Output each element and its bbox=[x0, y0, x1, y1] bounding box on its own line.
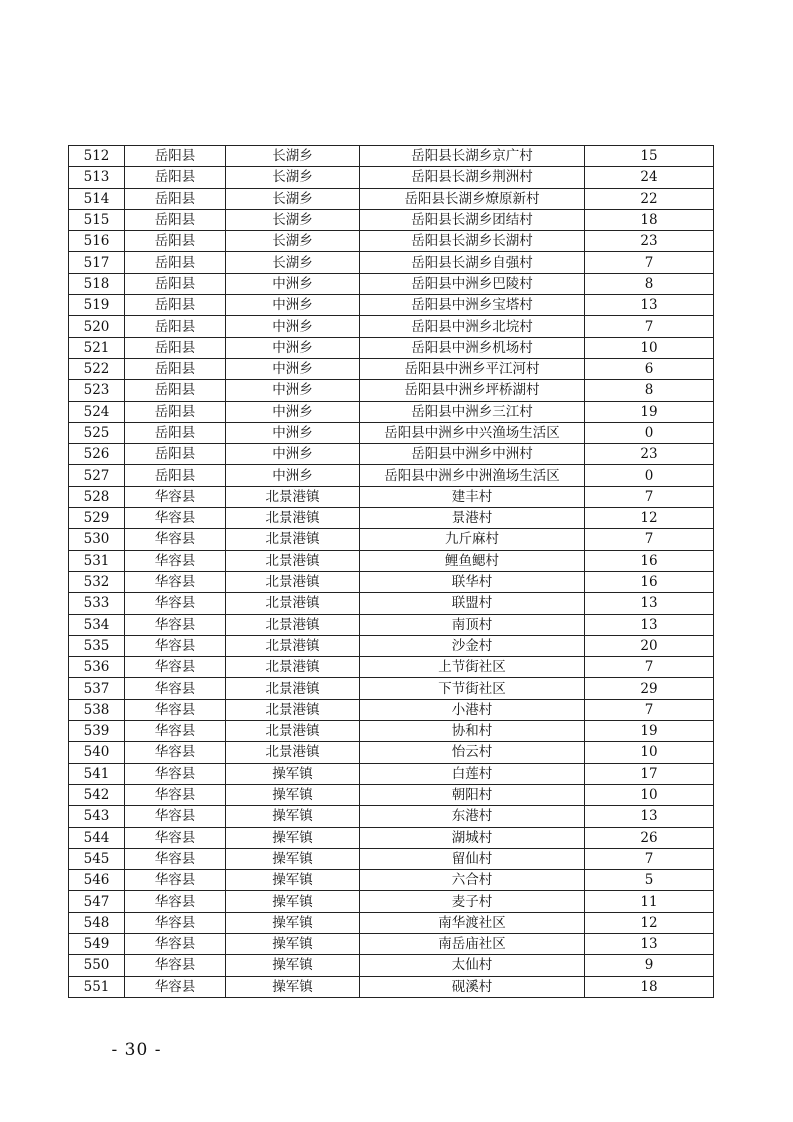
cell-village: 岳阳县中洲乡坪桥湖村 bbox=[360, 380, 585, 401]
table-row bbox=[69, 976, 714, 997]
cell-county: 华容县 bbox=[125, 678, 226, 699]
cell-township: 操军镇 bbox=[226, 848, 360, 869]
cell-count: 7 bbox=[585, 486, 714, 507]
cell-township: 长湖乡 bbox=[226, 188, 360, 209]
cell-count: 10 bbox=[585, 337, 714, 358]
cell-village: 南顶村 bbox=[360, 614, 585, 635]
table-row bbox=[69, 742, 714, 763]
cell-village: 景港村 bbox=[360, 508, 585, 529]
table-row bbox=[69, 593, 714, 614]
cell-count: 7 bbox=[585, 252, 714, 273]
cell-serial-number: 551 bbox=[69, 976, 125, 997]
table-row bbox=[69, 550, 714, 571]
cell-village: 南华渡社区 bbox=[360, 912, 585, 933]
cell-village: 协和村 bbox=[360, 721, 585, 742]
cell-county: 岳阳县 bbox=[125, 209, 226, 230]
cell-township: 长湖乡 bbox=[226, 167, 360, 188]
cell-serial-number: 550 bbox=[69, 955, 125, 976]
cell-county: 华容县 bbox=[125, 529, 226, 550]
cell-county: 华容县 bbox=[125, 742, 226, 763]
cell-village: 岳阳县中洲乡中洲渔场生活区 bbox=[360, 465, 585, 486]
cell-serial-number: 534 bbox=[69, 614, 125, 635]
table-row bbox=[69, 295, 714, 316]
table-row bbox=[69, 465, 714, 486]
cell-township: 北景港镇 bbox=[226, 742, 360, 763]
cell-village: 小港村 bbox=[360, 699, 585, 720]
cell-count: 20 bbox=[585, 635, 714, 656]
cell-serial-number: 538 bbox=[69, 699, 125, 720]
table-body bbox=[69, 146, 714, 998]
cell-county: 华容县 bbox=[125, 486, 226, 507]
cell-village: 砚溪村 bbox=[360, 976, 585, 997]
cell-township: 北景港镇 bbox=[226, 486, 360, 507]
table-row bbox=[69, 209, 714, 230]
cell-village: 怡云村 bbox=[360, 742, 585, 763]
cell-county: 华容县 bbox=[125, 784, 226, 805]
cell-county: 华容县 bbox=[125, 721, 226, 742]
cell-count: 26 bbox=[585, 827, 714, 848]
cell-serial-number: 522 bbox=[69, 358, 125, 379]
cell-serial-number: 547 bbox=[69, 891, 125, 912]
cell-village: 下节街社区 bbox=[360, 678, 585, 699]
cell-village: 留仙村 bbox=[360, 848, 585, 869]
cell-count: 12 bbox=[585, 508, 714, 529]
cell-township: 中洲乡 bbox=[226, 465, 360, 486]
cell-county: 岳阳县 bbox=[125, 337, 226, 358]
cell-county: 华容县 bbox=[125, 955, 226, 976]
cell-count: 12 bbox=[585, 912, 714, 933]
cell-serial-number: 514 bbox=[69, 188, 125, 209]
cell-village: 朝阳村 bbox=[360, 784, 585, 805]
cell-township: 中洲乡 bbox=[226, 316, 360, 337]
cell-serial-number: 521 bbox=[69, 337, 125, 358]
cell-village: 岳阳县中洲乡三江村 bbox=[360, 401, 585, 422]
cell-township: 长湖乡 bbox=[226, 146, 360, 167]
cell-township: 操军镇 bbox=[226, 955, 360, 976]
table-row bbox=[69, 316, 714, 337]
cell-county: 华容县 bbox=[125, 891, 226, 912]
table-row bbox=[69, 508, 714, 529]
cell-serial-number: 546 bbox=[69, 870, 125, 891]
cell-township: 长湖乡 bbox=[226, 252, 360, 273]
cell-county: 华容县 bbox=[125, 657, 226, 678]
table-row bbox=[69, 188, 714, 209]
cell-count: 7 bbox=[585, 848, 714, 869]
table-row bbox=[69, 167, 714, 188]
cell-county: 华容县 bbox=[125, 806, 226, 827]
village-table bbox=[68, 145, 714, 998]
cell-township: 北景港镇 bbox=[226, 529, 360, 550]
cell-count: 19 bbox=[585, 721, 714, 742]
cell-serial-number: 520 bbox=[69, 316, 125, 337]
cell-county: 华容县 bbox=[125, 508, 226, 529]
cell-county: 岳阳县 bbox=[125, 444, 226, 465]
cell-county: 岳阳县 bbox=[125, 231, 226, 252]
cell-township: 北景港镇 bbox=[226, 635, 360, 656]
cell-county: 华容县 bbox=[125, 912, 226, 933]
cell-township: 中洲乡 bbox=[226, 358, 360, 379]
cell-county: 岳阳县 bbox=[125, 295, 226, 316]
cell-village: 沙金村 bbox=[360, 635, 585, 656]
cell-village: 岳阳县长湖乡团结村 bbox=[360, 209, 585, 230]
table-row bbox=[69, 912, 714, 933]
table-row bbox=[69, 955, 714, 976]
cell-count: 0 bbox=[585, 465, 714, 486]
cell-serial-number: 517 bbox=[69, 252, 125, 273]
cell-count: 18 bbox=[585, 209, 714, 230]
table-row bbox=[69, 529, 714, 550]
cell-serial-number: 544 bbox=[69, 827, 125, 848]
cell-serial-number: 526 bbox=[69, 444, 125, 465]
cell-count: 13 bbox=[585, 295, 714, 316]
cell-serial-number: 539 bbox=[69, 721, 125, 742]
cell-county: 华容县 bbox=[125, 571, 226, 592]
table-row bbox=[69, 444, 714, 465]
cell-county: 华容县 bbox=[125, 699, 226, 720]
cell-serial-number: 541 bbox=[69, 763, 125, 784]
cell-village: 麦子村 bbox=[360, 891, 585, 912]
cell-village: 九斤麻村 bbox=[360, 529, 585, 550]
table-row bbox=[69, 763, 714, 784]
cell-serial-number: 523 bbox=[69, 380, 125, 401]
table-row bbox=[69, 891, 714, 912]
cell-township: 中洲乡 bbox=[226, 380, 360, 401]
cell-county: 华容县 bbox=[125, 593, 226, 614]
cell-serial-number: 513 bbox=[69, 167, 125, 188]
cell-village: 南岳庙社区 bbox=[360, 933, 585, 954]
cell-serial-number: 543 bbox=[69, 806, 125, 827]
cell-count: 7 bbox=[585, 699, 714, 720]
table-row bbox=[69, 273, 714, 294]
cell-count: 23 bbox=[585, 231, 714, 252]
table-row bbox=[69, 486, 714, 507]
cell-serial-number: 535 bbox=[69, 635, 125, 656]
cell-count: 13 bbox=[585, 933, 714, 954]
cell-count: 6 bbox=[585, 358, 714, 379]
cell-serial-number: 540 bbox=[69, 742, 125, 763]
cell-township: 操军镇 bbox=[226, 784, 360, 805]
cell-county: 华容县 bbox=[125, 870, 226, 891]
cell-count: 8 bbox=[585, 380, 714, 401]
table-row bbox=[69, 870, 714, 891]
cell-village: 岳阳县中洲乡宝塔村 bbox=[360, 295, 585, 316]
cell-village: 岳阳县长湖乡京广村 bbox=[360, 146, 585, 167]
table-row bbox=[69, 933, 714, 954]
cell-count: 19 bbox=[585, 401, 714, 422]
table-row bbox=[69, 784, 714, 805]
cell-township: 操军镇 bbox=[226, 976, 360, 997]
cell-serial-number: 524 bbox=[69, 401, 125, 422]
cell-county: 岳阳县 bbox=[125, 167, 226, 188]
cell-count: 0 bbox=[585, 422, 714, 443]
cell-count: 10 bbox=[585, 742, 714, 763]
cell-village: 岳阳县中洲乡巴陵村 bbox=[360, 273, 585, 294]
table-row bbox=[69, 657, 714, 678]
cell-county: 华容县 bbox=[125, 763, 226, 784]
cell-village: 岳阳县长湖乡长湖村 bbox=[360, 231, 585, 252]
cell-village: 岳阳县中洲乡中洲村 bbox=[360, 444, 585, 465]
cell-serial-number: 545 bbox=[69, 848, 125, 869]
cell-village: 岳阳县中洲乡北垸村 bbox=[360, 316, 585, 337]
cell-county: 华容县 bbox=[125, 550, 226, 571]
cell-township: 中洲乡 bbox=[226, 273, 360, 294]
cell-township: 中洲乡 bbox=[226, 337, 360, 358]
cell-count: 17 bbox=[585, 763, 714, 784]
cell-township: 北景港镇 bbox=[226, 657, 360, 678]
table-row bbox=[69, 231, 714, 252]
cell-county: 岳阳县 bbox=[125, 422, 226, 443]
cell-village: 岳阳县中洲乡机场村 bbox=[360, 337, 585, 358]
cell-township: 操军镇 bbox=[226, 933, 360, 954]
table-row bbox=[69, 401, 714, 422]
cell-village: 岳阳县长湖乡荆洲村 bbox=[360, 167, 585, 188]
cell-count: 16 bbox=[585, 550, 714, 571]
table-row bbox=[69, 252, 714, 273]
cell-count: 13 bbox=[585, 806, 714, 827]
cell-serial-number: 525 bbox=[69, 422, 125, 443]
cell-county: 华容县 bbox=[125, 976, 226, 997]
table-row bbox=[69, 614, 714, 635]
cell-count: 13 bbox=[585, 614, 714, 635]
cell-count: 10 bbox=[585, 784, 714, 805]
cell-township: 操军镇 bbox=[226, 827, 360, 848]
page-number: - 30 - bbox=[111, 1040, 162, 1060]
cell-serial-number: 532 bbox=[69, 571, 125, 592]
cell-county: 岳阳县 bbox=[125, 316, 226, 337]
table-row bbox=[69, 380, 714, 401]
cell-village: 鲤鱼鳃村 bbox=[360, 550, 585, 571]
cell-serial-number: 549 bbox=[69, 933, 125, 954]
cell-township: 中洲乡 bbox=[226, 444, 360, 465]
cell-count: 7 bbox=[585, 316, 714, 337]
cell-county: 华容县 bbox=[125, 933, 226, 954]
cell-county: 岳阳县 bbox=[125, 358, 226, 379]
cell-serial-number: 537 bbox=[69, 678, 125, 699]
cell-county: 岳阳县 bbox=[125, 146, 226, 167]
cell-township: 北景港镇 bbox=[226, 699, 360, 720]
cell-serial-number: 527 bbox=[69, 465, 125, 486]
cell-township: 操军镇 bbox=[226, 870, 360, 891]
cell-township: 北景港镇 bbox=[226, 678, 360, 699]
cell-county: 华容县 bbox=[125, 848, 226, 869]
table-row bbox=[69, 422, 714, 443]
cell-serial-number: 548 bbox=[69, 912, 125, 933]
cell-village: 建丰村 bbox=[360, 486, 585, 507]
cell-count: 16 bbox=[585, 571, 714, 592]
cell-village: 岳阳县长湖乡燎原新村 bbox=[360, 188, 585, 209]
cell-village: 湖城村 bbox=[360, 827, 585, 848]
table-row bbox=[69, 635, 714, 656]
cell-township: 北景港镇 bbox=[226, 593, 360, 614]
table-row bbox=[69, 827, 714, 848]
table-row bbox=[69, 699, 714, 720]
cell-count: 13 bbox=[585, 593, 714, 614]
cell-count: 9 bbox=[585, 955, 714, 976]
cell-county: 华容县 bbox=[125, 635, 226, 656]
cell-count: 11 bbox=[585, 891, 714, 912]
cell-count: 23 bbox=[585, 444, 714, 465]
cell-township: 操军镇 bbox=[226, 891, 360, 912]
cell-township: 北景港镇 bbox=[226, 571, 360, 592]
cell-count: 22 bbox=[585, 188, 714, 209]
cell-village: 太仙村 bbox=[360, 955, 585, 976]
cell-township: 北景港镇 bbox=[226, 614, 360, 635]
cell-county: 岳阳县 bbox=[125, 188, 226, 209]
table-row bbox=[69, 806, 714, 827]
cell-township: 操军镇 bbox=[226, 763, 360, 784]
cell-serial-number: 512 bbox=[69, 146, 125, 167]
cell-county: 岳阳县 bbox=[125, 252, 226, 273]
table-row bbox=[69, 721, 714, 742]
cell-township: 北景港镇 bbox=[226, 508, 360, 529]
cell-count: 8 bbox=[585, 273, 714, 294]
cell-township: 北景港镇 bbox=[226, 721, 360, 742]
cell-village: 六合村 bbox=[360, 870, 585, 891]
cell-township: 操军镇 bbox=[226, 806, 360, 827]
cell-village: 岳阳县中洲乡平江河村 bbox=[360, 358, 585, 379]
cell-township: 中洲乡 bbox=[226, 422, 360, 443]
table-row bbox=[69, 146, 714, 167]
cell-serial-number: 530 bbox=[69, 529, 125, 550]
cell-serial-number: 528 bbox=[69, 486, 125, 507]
table-row bbox=[69, 678, 714, 699]
cell-count: 18 bbox=[585, 976, 714, 997]
cell-village: 上节街社区 bbox=[360, 657, 585, 678]
cell-county: 岳阳县 bbox=[125, 401, 226, 422]
cell-township: 长湖乡 bbox=[226, 231, 360, 252]
cell-village: 岳阳县长湖乡自强村 bbox=[360, 252, 585, 273]
table-row bbox=[69, 337, 714, 358]
cell-township: 北景港镇 bbox=[226, 550, 360, 571]
table-row bbox=[69, 848, 714, 869]
cell-count: 5 bbox=[585, 870, 714, 891]
cell-county: 岳阳县 bbox=[125, 380, 226, 401]
cell-village: 联华村 bbox=[360, 571, 585, 592]
table-row bbox=[69, 358, 714, 379]
cell-serial-number: 515 bbox=[69, 209, 125, 230]
cell-village: 联盟村 bbox=[360, 593, 585, 614]
cell-county: 岳阳县 bbox=[125, 465, 226, 486]
cell-county: 华容县 bbox=[125, 614, 226, 635]
cell-serial-number: 518 bbox=[69, 273, 125, 294]
cell-serial-number: 531 bbox=[69, 550, 125, 571]
cell-village: 白莲村 bbox=[360, 763, 585, 784]
cell-count: 29 bbox=[585, 678, 714, 699]
cell-township: 操军镇 bbox=[226, 912, 360, 933]
cell-village: 岳阳县中洲乡中兴渔场生活区 bbox=[360, 422, 585, 443]
cell-serial-number: 516 bbox=[69, 231, 125, 252]
cell-county: 岳阳县 bbox=[125, 273, 226, 294]
cell-count: 24 bbox=[585, 167, 714, 188]
cell-serial-number: 542 bbox=[69, 784, 125, 805]
cell-township: 中洲乡 bbox=[226, 295, 360, 316]
cell-township: 中洲乡 bbox=[226, 401, 360, 422]
cell-count: 7 bbox=[585, 529, 714, 550]
cell-serial-number: 519 bbox=[69, 295, 125, 316]
table-row bbox=[69, 571, 714, 592]
cell-count: 7 bbox=[585, 657, 714, 678]
cell-village: 东港村 bbox=[360, 806, 585, 827]
cell-serial-number: 536 bbox=[69, 657, 125, 678]
cell-county: 华容县 bbox=[125, 827, 226, 848]
cell-township: 长湖乡 bbox=[226, 209, 360, 230]
cell-serial-number: 529 bbox=[69, 508, 125, 529]
cell-count: 15 bbox=[585, 146, 714, 167]
cell-serial-number: 533 bbox=[69, 593, 125, 614]
